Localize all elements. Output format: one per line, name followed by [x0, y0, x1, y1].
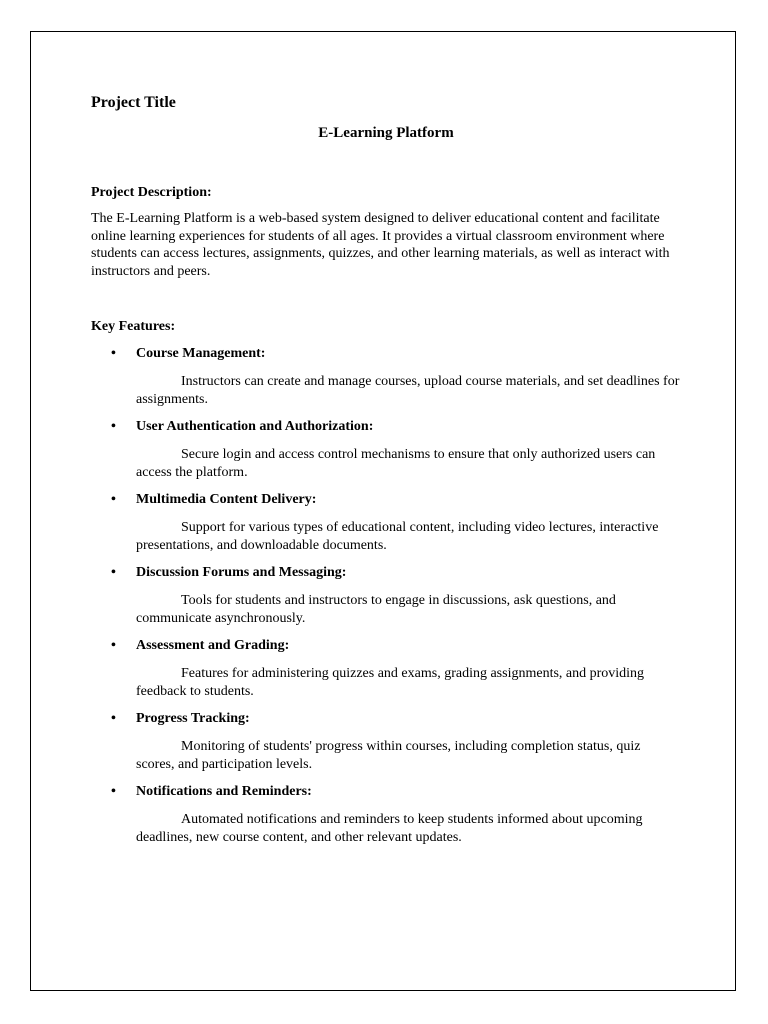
bullet-icon: • — [111, 492, 116, 507]
feature-title: Discussion Forums and Messaging: — [136, 565, 347, 580]
bullet-icon: • — [111, 346, 116, 361]
list-item — [91, 491, 681, 554]
feature-description: Features for administering quizzes and exams, grading assignments, and providing feedback to students. — [136, 666, 645, 699]
list-item — [91, 345, 681, 408]
list-item — [91, 637, 681, 700]
feature-description: Instructors can create and manage courses, upload course materials, and set deadlines for assignments. — [136, 374, 680, 407]
feature-description: Secure login and access control mechanisms to ensure that only authorized users can access the platform. — [136, 447, 656, 480]
feature-title: Course Management: — [136, 346, 266, 361]
document-page — [30, 31, 736, 991]
feature-title: Assessment and Grading: — [136, 638, 290, 653]
feature-title: Progress Tracking: — [136, 711, 250, 726]
feature-description: Tools for students and instructors to engage in discussions, ask questions, and communicate asynchronously. — [136, 593, 616, 626]
list-item — [91, 710, 681, 773]
list-item — [91, 783, 681, 846]
feature-description: Support for various types of educational content, including video lectures, interactive presentations, and downloadable documents. — [136, 520, 659, 553]
description-paragraph: The E-Learning Platform is a web-based system designed to deliver educational content and facilitate online learning experiences for students of all ages. It provides a virtual classroom environment where students can access lectures, assignments, quizzes, and other learning materials, as well as interact with instructors and peers. — [91, 211, 670, 279]
bullet-icon: • — [111, 638, 116, 653]
feature-description: Automated notifications and reminders to keep students informed about upcoming deadlines, new course content, and other relevant updates. — [136, 812, 643, 845]
feature-title: Notifications and Reminders: — [136, 784, 312, 799]
features-heading: Key Features: — [91, 319, 176, 334]
list-item — [91, 418, 681, 481]
project-title: Project Title — [91, 94, 176, 111]
feature-description: Monitoring of students' progress within courses, including completion status, quiz scores, and participation levels. — [136, 739, 641, 772]
feature-title: Multimedia Content Delivery: — [136, 492, 317, 507]
project-subtitle: E-Learning Platform — [318, 125, 454, 141]
bullet-icon: • — [111, 565, 116, 580]
document-content — [91, 93, 681, 856]
bullet-icon: • — [111, 711, 116, 726]
bullet-icon: • — [111, 419, 116, 434]
feature-list — [91, 345, 681, 846]
feature-title: User Authentication and Authorization: — [136, 419, 374, 434]
list-item — [91, 564, 681, 627]
description-heading: Project Description: — [91, 185, 212, 200]
bullet-icon: • — [111, 784, 116, 799]
